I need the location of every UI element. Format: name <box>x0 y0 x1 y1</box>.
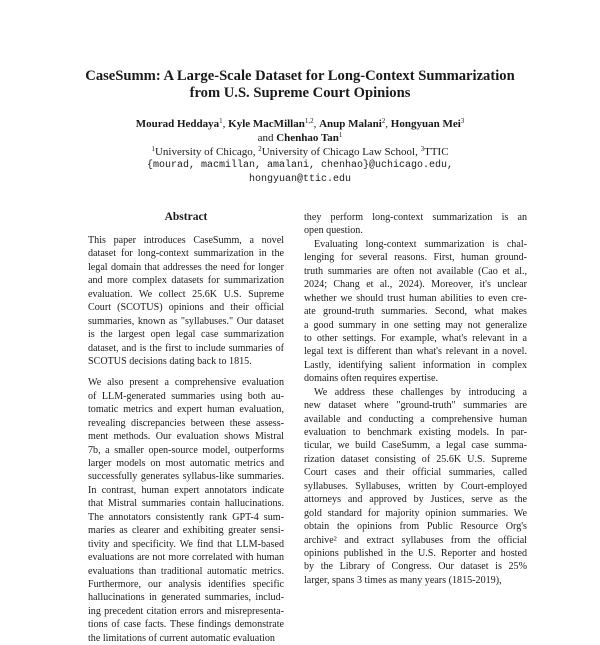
text-line: hallucinations in generated summaries, includ- <box>88 592 284 604</box>
text-line: to other settings. For example, what's relevant in a <box>304 332 527 344</box>
text-line: legal text is different than what's relevant in a novel. <box>304 346 527 358</box>
author-block <box>0 117 600 187</box>
text-line: syllabuses. Syllabuses, written by Court-employed <box>304 480 527 492</box>
body-column <box>304 211 527 587</box>
text-line: of LLM-generated summaries using both au- <box>88 390 284 402</box>
email-line-2: hongyuan@ttic.edu <box>248 174 352 185</box>
text-line: by the Library of Congress. Our dataset is 25% <box>304 561 527 573</box>
text-line: whether we should trust human abilities to even cre- <box>304 292 527 304</box>
text-line: attorneys and approved by Justices, serve as the <box>304 494 527 506</box>
text-line: ing precedent citation errors and misrepresenta- <box>88 605 284 617</box>
text-line: revealing discrepancies between these assess- <box>88 417 284 429</box>
text-line: the limitations of current automatic evaluation <box>88 632 275 644</box>
text-line: evaluations are not more correlated with human <box>88 552 284 564</box>
text-line: successfully generates syllabus-like summaries. <box>88 471 284 483</box>
affiliations: $^1$University of Chicago, $^2$University of Chicago Law School, $^3$TTIC <box>151 145 449 158</box>
text-line: In contrast, human expert annotators indicate <box>88 484 284 496</box>
text-line: is the largest open legal case summarization <box>88 329 284 341</box>
text-line: Lastly, identifying salient information in complex <box>304 359 527 371</box>
text-line: Court cases and their official summaries, called <box>304 467 527 479</box>
title-line-2: from U.S. Supreme Court Opinions <box>189 85 411 101</box>
text-line: Evaluating long-context summarization is chal- <box>314 238 527 250</box>
text-line: dataset, and is the first to include summaries of <box>88 342 284 354</box>
text-line: obtain the opinions from Public Resource Org's <box>304 521 527 533</box>
text-line: ment methods. Our evaluation shows Mistral <box>88 431 284 443</box>
text-line: gold standard for majority opinion summaries. We <box>304 507 527 519</box>
text-line: We address these challenges by introducing a <box>314 386 527 398</box>
text-line: ticular, we build CaseSumm, a legal case summa- <box>304 440 527 452</box>
text-line: they perform long-context summarization is an <box>304 212 527 223</box>
text-line: truth summaries are often not available (Cao et al., <box>304 265 527 277</box>
text-line: This paper introduces CaseSumm, a novel <box>88 235 284 246</box>
author: Chenhao Tan <box>276 132 339 144</box>
title-line-1: CaseSumm: A Large-Scale Dataset for Long-Context Summarization <box>85 68 515 84</box>
text-line: maries as clearer and exhibiting greater sensi- <box>88 525 284 537</box>
text-line: available and conducting a comprehensive human <box>304 413 527 425</box>
text-line: Furthermore, our analysis identifies specific <box>88 578 284 590</box>
text-line: a good summary in one setting may not generalize <box>304 319 527 331</box>
text-line: dataset for long-context summarization in the <box>88 248 284 260</box>
text-line: larger models on most automatic metrics and <box>88 458 284 469</box>
text-line: evaluation. We collect 25.6K U.S. Supreme <box>88 288 284 300</box>
paragraph <box>88 234 284 368</box>
text-line: legal domain that addresses the need for longer <box>88 261 284 273</box>
text-line: summaries, known as "syllabuses." Our dataset <box>88 315 284 327</box>
text-line: opinions published in the U.S. Reporter and hosted <box>304 547 527 559</box>
text-line: that Mistral summaries contain hallucinations. <box>88 498 284 510</box>
text-line: domains often requires expertise. <box>304 373 438 385</box>
text-line: archive² and extract syllabuses from the official <box>304 534 527 546</box>
abstract-column <box>88 234 284 645</box>
text-line: rization dataset consisting of 25.6K U.S. Supreme <box>304 453 527 465</box>
text-line: 2024; Chang et al., 2024). Moreover, it's unclear <box>304 279 527 291</box>
paragraph <box>304 386 527 588</box>
text-line: evaluation to benchmark existing models. In par- <box>304 427 527 438</box>
text-line: lenging for several reasons. First, human ground- <box>304 252 527 264</box>
paragraph <box>304 211 527 238</box>
text-line: and more complex datasets for summarization <box>88 275 284 287</box>
text-line: open question. <box>304 225 363 237</box>
abstract-heading: Abstract <box>164 211 208 223</box>
text-line: Court (SCOTUS) opinions and their official <box>88 302 284 314</box>
author: Kyle MacMillan <box>228 118 305 130</box>
text-line: larger, spans 3 times as many years (1815-2019), <box>304 574 502 586</box>
text-line: The annotators consistently rank GPT-4 sum- <box>88 511 284 523</box>
text-line: new dataset where "ground-truth" summaries are <box>304 400 527 412</box>
text-line: evaluations than traditional automatic metrics. <box>88 565 284 577</box>
author: Anup Malani <box>319 118 382 130</box>
paragraph <box>88 376 284 645</box>
paper-title <box>0 68 600 102</box>
text-line: tomatic metrics and expert human evaluation, <box>88 404 284 416</box>
text-line: 7b, a smaller open-source model, outperforms <box>88 444 284 456</box>
author-names-2: and Chenhao Tan$^1$ <box>257 131 343 144</box>
email-line-1: {mourad, macmillan, amalani, chenhao}@uchicago.edu, <box>146 160 454 171</box>
text-line: tions of case facts. These findings demonstrate <box>88 619 284 631</box>
author: Hongyuan Mei <box>390 118 461 130</box>
text-line: SCOTUS decisions dating back to 1815. <box>88 355 252 367</box>
text-line: We also present a comprehensive evaluation <box>88 377 284 389</box>
paragraph <box>304 238 527 386</box>
text-line: ate ground-truth summaries. Second, what makes <box>304 306 527 318</box>
author-names: Mourad Heddaya$^1$, Kyle MacMillan$^{1,2}$, Anup Malani$^2$, Hongyuan Mei$^3$ <box>135 117 465 130</box>
text-line: tivity and specificity. We find that LLM-based <box>88 538 284 550</box>
author: Mourad Heddaya <box>135 118 220 130</box>
